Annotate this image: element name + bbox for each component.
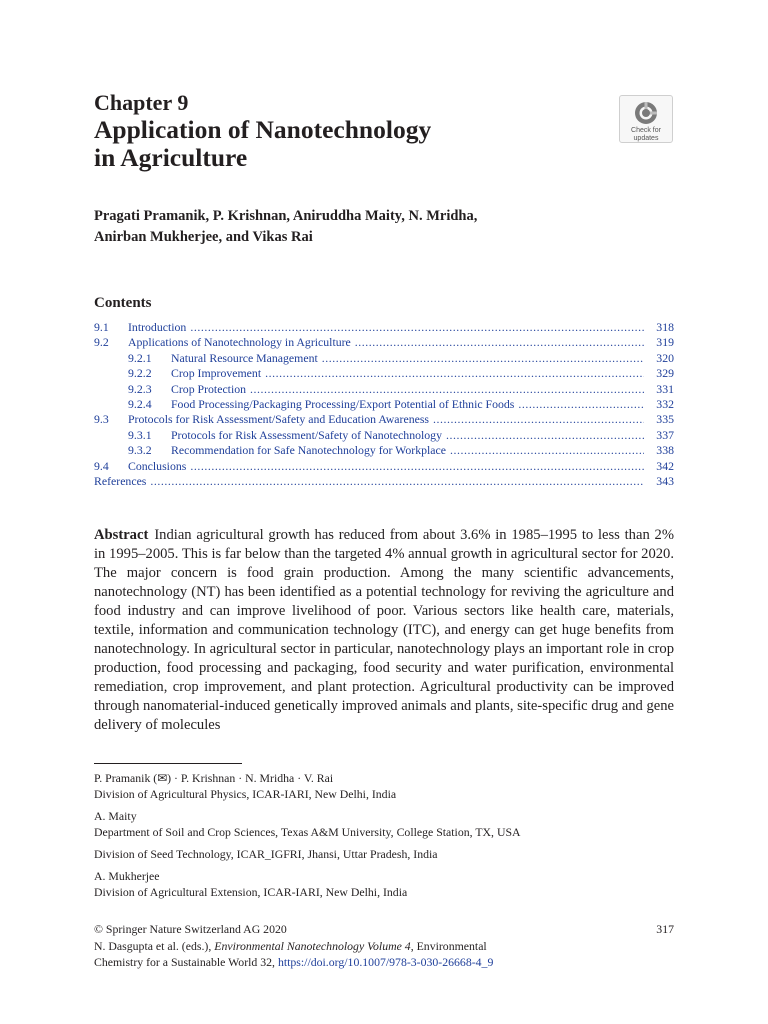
author-line-2: Anirban Mukherjee, and Vikas Rai [94,229,313,245]
toc-entry-number: 9.1 [94,320,109,334]
toc-entry-conclusions[interactable] [94,459,674,474]
toc-entry-page: 335 [656,412,674,427]
toc-entry-title: Recommendation for Safe Nanotechnology for Workplace [171,443,446,458]
affiliation-block-mukherjee [94,868,674,900]
toc-entry-title: Crop Protection [171,381,247,396]
abstract-text: Indian agricultural growth has reduced from about 3.6% in 1985–1995 to less than 2% in 1995–2005. This is far below than the targeted 4% annual growth in agricultural sector for 2020. The major concern is food grain production. Among the many scientific advancements, nanotechnology (NT) has been identified as a potential technology for reviving the agriculture and food industry and can improve livelihood of poor. Various sectors like health care, materials, textile, information and communication technology (ITC), and energy can get huge benefits from nanotechnology. In agricultural sector in particular, nanotechnology plays an important role in crop production, food processing and packaging, food security and water purification, environmental remediation, crop improvement, and plant protection. Agricultural productivity can be improved through nanomaterial-induced genetically improved animals and plants, site-specific drug and gene delivery of molecules [94,527,674,733]
toc-entry-title: Crop Improvement [171,366,262,381]
badge-text-line-1: Check for [631,127,661,134]
toc-leader-dots [446,428,644,443]
series-name: Chemistry for a Sustainable World 32, [94,955,278,969]
citation-line-2 [94,954,674,971]
toc-entry-food-processing[interactable] [94,397,674,412]
toc-entry-page: 332 [656,396,674,411]
affiliation-block-seed-technology [94,846,674,862]
toc-leader-dots [518,397,644,412]
toc-leader-dots [322,351,644,366]
toc-leader-dots [355,335,644,350]
toc-entry-page: 343 [656,473,674,488]
doi-link[interactable]: https://doi.org/10.1007/978-3-030-26668-4_9 [277,955,494,969]
book-title: Environmental Nanotechnology Volume 4 [214,938,411,953]
author-line-1: Pragati Pramanik, P. Krishnan, Aniruddha Maity, N. Mridha, [94,208,478,224]
check-for-updates-badge[interactable] [619,95,673,143]
toc-entry-page: 319 [656,335,674,350]
toc-entry-number: 9.3.2 [128,443,152,458]
affiliation-block-maity [94,808,674,840]
author-list [94,206,654,248]
page-number: 317 [656,922,674,936]
toc-entry-title: References [94,473,147,488]
chapter-title-line-1: Application of Nanotechnology [94,115,432,144]
toc-entry-title: Conclusions [128,458,187,473]
toc-leader-dots [150,474,644,489]
toc-entry-number: 9.2 [94,335,109,350]
toc-entry-number: 9.4 [94,458,109,473]
toc-entry-crop-improvement[interactable] [94,366,674,381]
toc-leader-dots [250,382,644,397]
toc-entry-crop-protection[interactable] [94,382,674,397]
abstract-label: Abstract [94,527,149,543]
toc-entry-page: 338 [656,443,674,458]
toc-entry-number: 9.3 [94,412,109,427]
toc-entry-risk-assessment-protocols[interactable] [94,428,674,443]
toc-entry-number: 9.2.1 [128,350,152,365]
toc-entry-page: 318 [656,320,674,334]
citation-line-1 [94,938,674,955]
toc-entry-page: 342 [656,458,674,473]
toc-entry-number: 9.2.4 [128,396,152,411]
author-name-pramanik: P. Pramanik ( [94,771,158,785]
toc-entry-title: Natural Resource Management [171,350,318,365]
toc-entry-title: Food Processing/Packaging Processing/Export Potential of Ethnic Foods [171,396,515,411]
affiliation-department: Department of Soil and Crop Sciences, Texas A&M University, College Station, TX, USA [94,825,521,839]
toc-entry-protocols[interactable] [94,412,674,427]
toc-entry-number: 9.2.3 [128,381,152,396]
toc-leader-dots [190,459,644,474]
table-of-contents [94,320,674,489]
toc-entry-natural-resource-management[interactable] [94,351,674,366]
toc-leader-dots [450,443,644,458]
toc-entry-applications[interactable] [94,335,674,350]
check-for-updates-icon [633,100,659,126]
affiliation-department: Division of Agricultural Extension, ICAR-IARI, New Delhi, India [94,885,408,899]
affiliation-department: Division of Agricultural Physics, ICAR-IARI, New Delhi, India [94,787,397,801]
abstract-paragraph [94,526,674,735]
affiliations [94,770,674,906]
toc-entry-workplace-recommendation[interactable] [94,443,674,458]
copyright-notice [94,921,674,971]
affiliation-block-physics [94,770,674,802]
co-author-names: ) · P. Krishnan · N. Mridha · V. Rai [167,771,334,785]
series-start: , Environmental [410,938,487,953]
toc-entry-number: 9.2.2 [128,366,152,381]
affiliation-department: Division of Seed Technology, ICAR_IGFRI, Jhansi, Uttar Pradesh, India [94,847,438,861]
toc-leader-dots [433,412,644,427]
toc-leader-dots [190,320,644,335]
affiliation-name: A. Maity [94,809,137,823]
chapter-title [94,116,574,172]
affiliation-name: A. Mukherjee [94,869,160,883]
toc-entry-title: Introduction [128,320,187,334]
toc-entry-page: 320 [656,350,674,365]
toc-entry-references[interactable] [94,474,674,489]
toc-entry-page: 337 [656,427,674,442]
chapter-label: Chapter 9 [94,90,189,115]
envelope-icon[interactable]: ✉ [157,771,168,785]
toc-leader-dots [265,366,644,381]
contents-heading: Contents [94,295,152,311]
copyright-line: © Springer Nature Switzerland AG 2020 [94,922,287,936]
toc-entry-title: Protocols for Risk Assessment/Safety of Nanotechnology [171,427,442,442]
toc-entry-number: 9.3.1 [128,427,152,442]
chapter-title-line-2: in Agriculture [94,143,248,172]
badge-text-line-2: updates [633,134,659,142]
footnote-divider [94,763,242,764]
affiliation-names [94,770,674,786]
toc-entry-page: 331 [656,381,674,396]
toc-entry-title: Applications of Nanotechnology in Agriculture [128,335,351,350]
toc-entry-title: Protocols for Risk Assessment/Safety and Education Awareness [128,412,430,427]
editors: N. Dasgupta et al. (eds.), [94,938,215,953]
toc-entry-page: 329 [656,366,674,381]
toc-entry-introduction[interactable] [94,320,674,335]
badge-text [620,127,672,142]
